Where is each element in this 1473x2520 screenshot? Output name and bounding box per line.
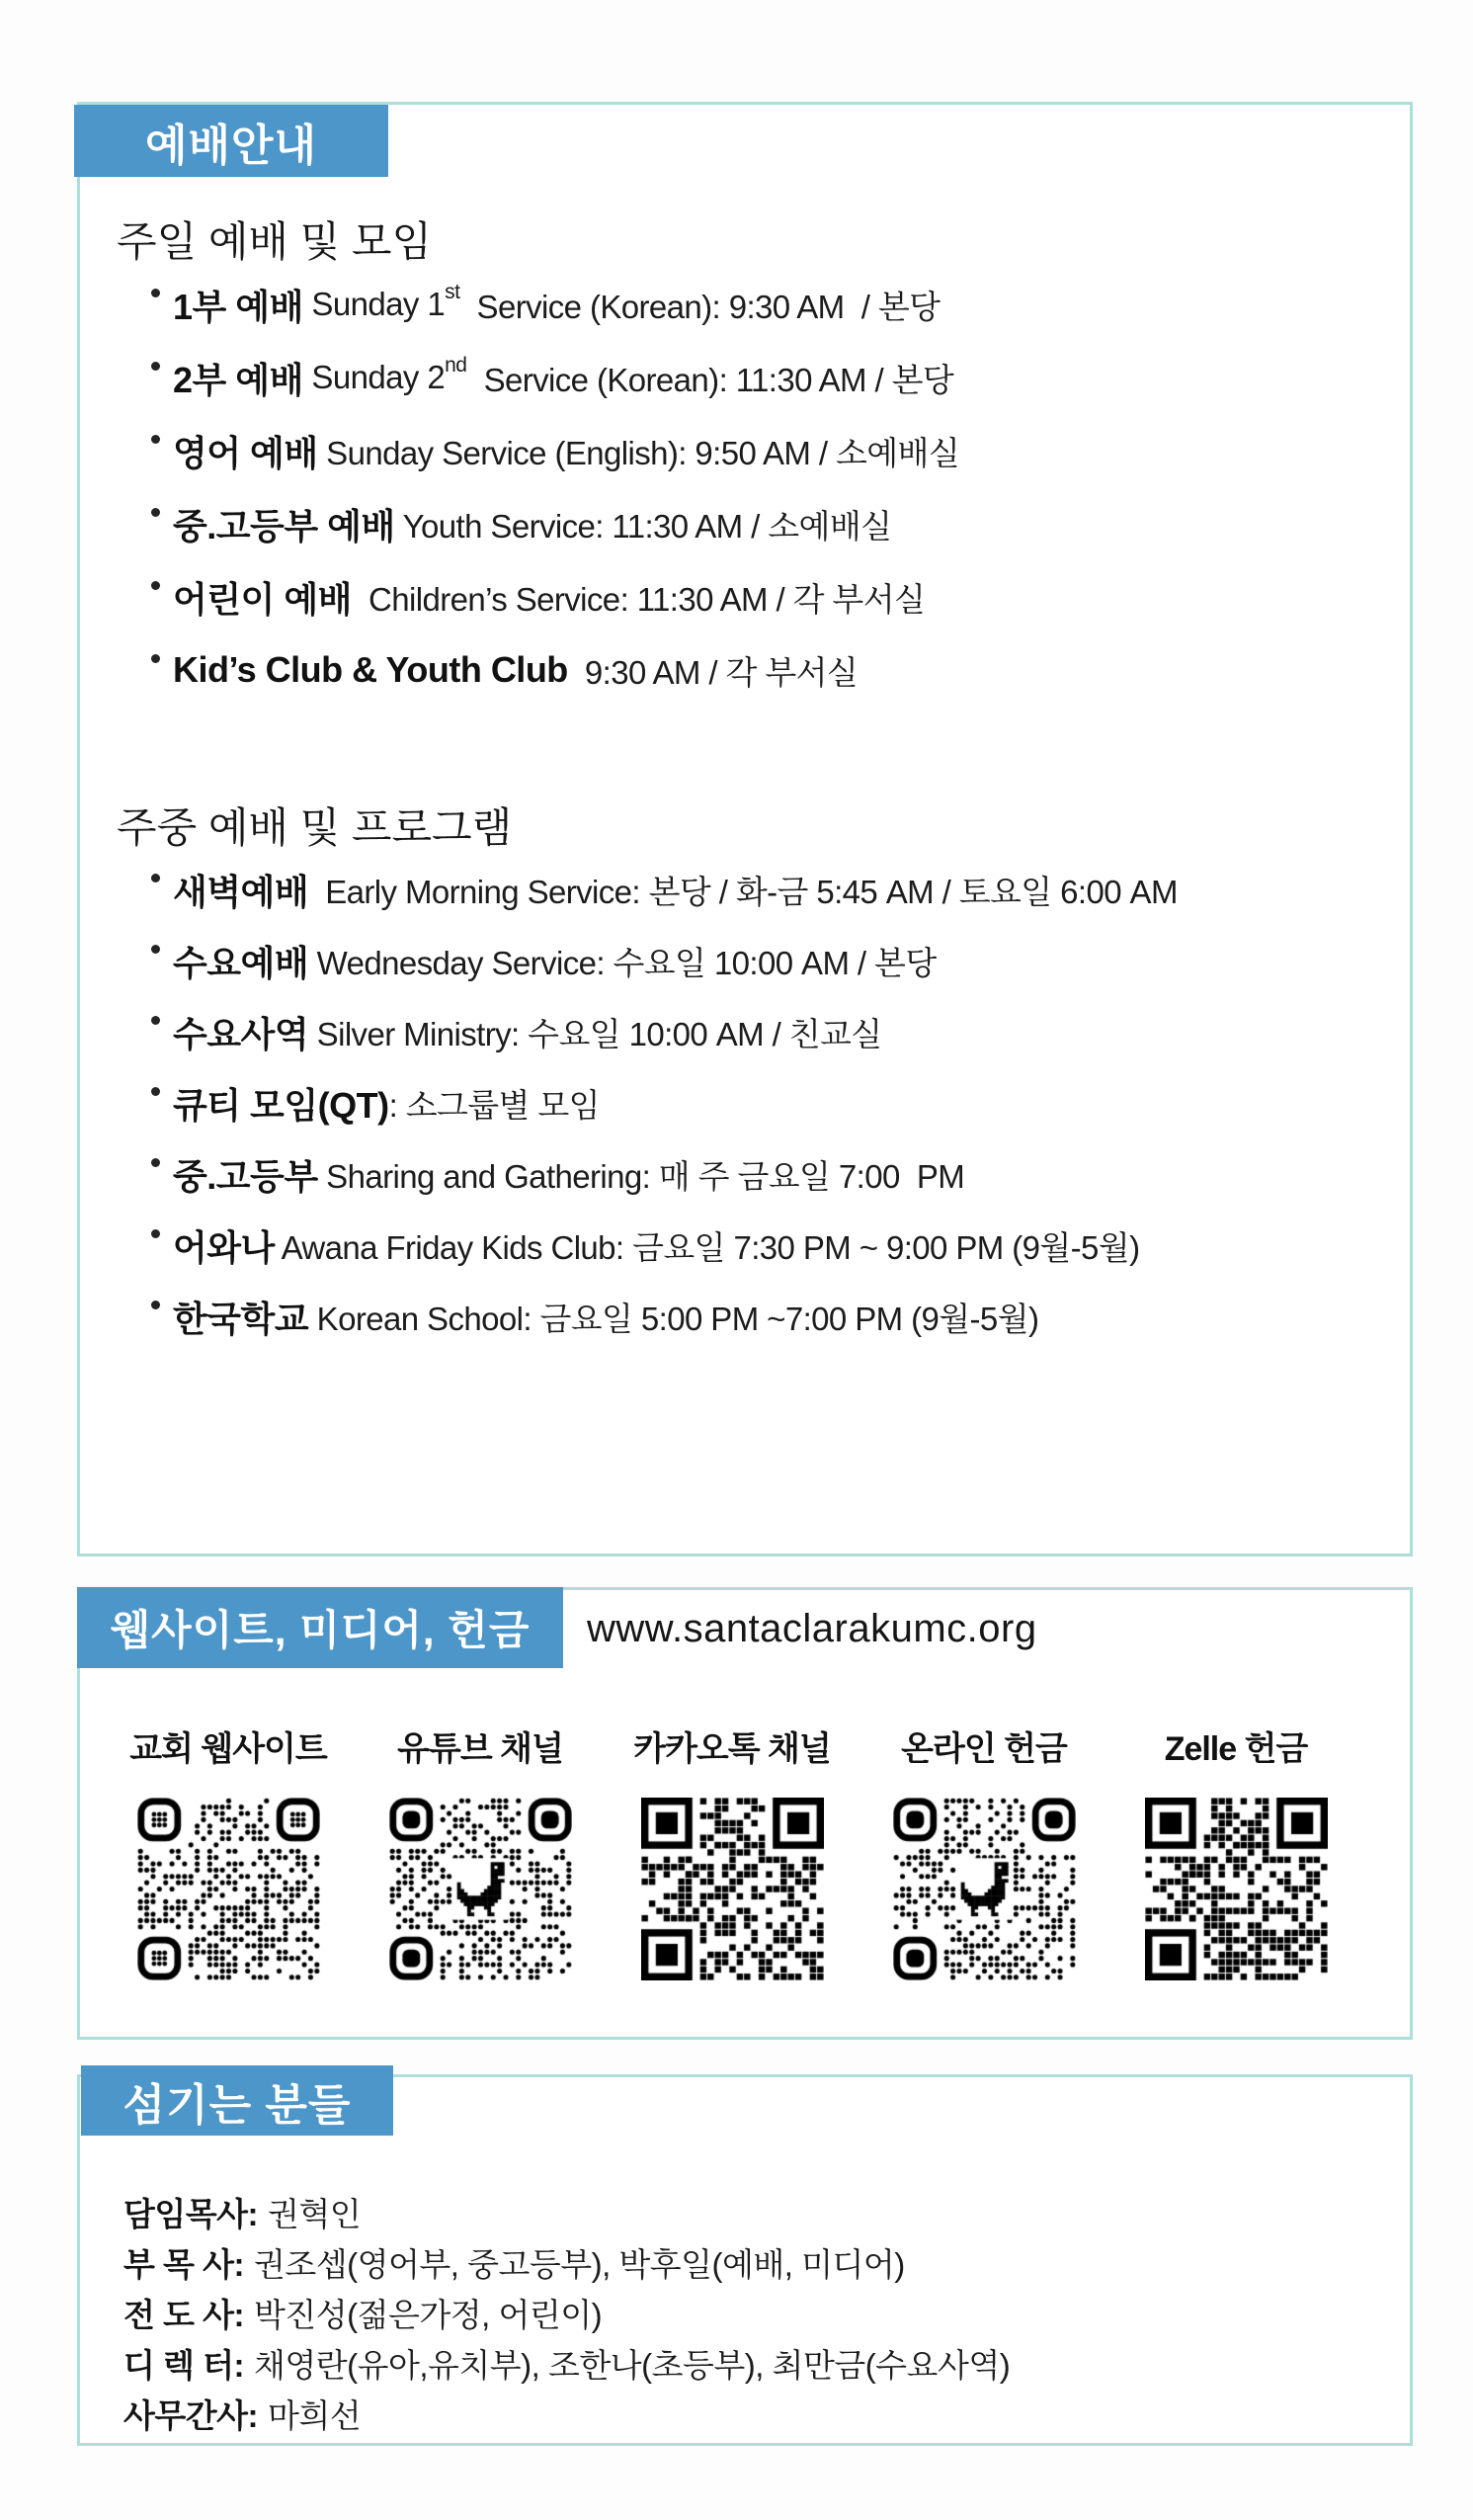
bullet-dot-icon xyxy=(151,362,160,371)
bullet-dot-icon xyxy=(151,1158,160,1167)
staff-names: 마희선 xyxy=(268,2397,362,2434)
qr-card-zelle-offering xyxy=(1131,1726,1341,1980)
staff-role: 디 렉 터: xyxy=(123,2347,244,2384)
staff-names: 채영란(유아,유치부), 조한나(초등부), 최만금(수요사역) xyxy=(253,2347,1011,2384)
list-item: 중.고등부 예배 Youth Service: 11:30 AM / 소예배실 xyxy=(80,487,1410,560)
staff-role: 담임목사: xyxy=(123,2196,259,2232)
bullet-dot-icon xyxy=(151,654,160,663)
staff-list xyxy=(123,2189,1010,2441)
bullet-dot-icon xyxy=(151,508,160,517)
qr-code-zelle-offering[interactable] xyxy=(1145,1798,1328,1980)
staff-names: 박진성(젊은가정, 어린이) xyxy=(253,2297,603,2333)
staff-line xyxy=(123,2239,1010,2290)
qr-code-youtube-channel[interactable] xyxy=(389,1798,572,1980)
qr-label: 카카오톡 채널 xyxy=(633,1730,831,1768)
qr-card-kakaotalk-channel xyxy=(627,1726,837,1980)
bullet-dot-icon xyxy=(151,945,160,954)
staff-line xyxy=(123,2391,1010,2441)
list-item: 1부 예배 Sunday 1 $^{st}$ Service (Korean): 9:30 AM / 본당 xyxy=(80,268,1410,341)
bullet-dot-icon xyxy=(151,1016,160,1025)
staff-line xyxy=(123,2340,1010,2391)
staff-header xyxy=(81,2065,393,2136)
weekday-service-list xyxy=(80,854,1410,1352)
qr-label: Zelle 헌금 xyxy=(1164,1730,1308,1768)
weekday-group-title: 주중 예배 및 프로그램 xyxy=(117,804,513,851)
list-item: 수요사역 Silver Ministry: 수요일 10:00 AM / 친교실 xyxy=(80,996,1410,1067)
qr-label: 교회 웹사이트 xyxy=(129,1730,327,1768)
qr-label: 유튜브 채널 xyxy=(397,1730,563,1768)
list-item: 큐티 모임(QT) : 소그룹별 모임 xyxy=(80,1067,1410,1138)
qr-code-online-offering[interactable] xyxy=(893,1798,1076,1980)
qr-code-church-website[interactable] xyxy=(137,1798,320,1980)
bullet-dot-icon xyxy=(151,1301,160,1309)
sunday-group-title: 주일 예배 및 모임 xyxy=(117,218,433,265)
staff-names: 권조셉(영어부, 중고등부), 박후일(예배, 미디어) xyxy=(253,2246,905,2283)
list-item: 한국학교 Korean School: 금요일 5:00 PM ~7:00 PM (9월-5월) xyxy=(80,1281,1410,1352)
qr-card-church-website xyxy=(123,1726,333,1980)
list-item: 2부 예배 Sunday 2 $^{nd}$ Service (Korean): 11:30 AM / 본당 xyxy=(80,341,1410,414)
bullet-dot-icon xyxy=(151,581,160,590)
list-item: 어와나 Awana Friday Kids Club: 금요일 7:30 PM ~ 9:00 PM (9월-5월) xyxy=(80,1210,1410,1281)
staff-names: 권혁인 xyxy=(268,2196,362,2232)
qr-label: 온라인 헌금 xyxy=(901,1730,1067,1768)
list-item: 수요예배 Wednesday Service: 수요일 10:00 AM / 본당 xyxy=(80,925,1410,996)
website-url[interactable]: www.santaclarakumc.org xyxy=(587,1607,1037,1650)
staff-line xyxy=(123,2189,1010,2239)
qr-code-kakaotalk-channel[interactable] xyxy=(641,1798,824,1980)
website-media-section xyxy=(77,1587,1413,2040)
worship-info-header xyxy=(74,105,388,177)
bullet-dot-icon xyxy=(151,289,160,297)
website-media-header xyxy=(77,1587,563,1668)
staff-role: 전 도 사: xyxy=(123,2297,244,2333)
staff-role: 사무간사: xyxy=(123,2397,259,2434)
list-item: 새벽예배 Early Morning Service: 본당 / 화-금 5:45 AM / 토요일 6:00 AM xyxy=(80,854,1410,925)
staff-section xyxy=(77,2074,1413,2446)
staff-line xyxy=(123,2290,1010,2340)
bullet-dot-icon xyxy=(151,1229,160,1238)
list-item: 어린이 예배 Children’s Service: 11:30 AM / 각 부서실 xyxy=(80,560,1410,633)
list-item: 영어 예배 Sunday Service (English): 9:50 AM / 소예배실 xyxy=(80,414,1410,487)
qr-card-youtube-channel xyxy=(375,1726,585,1980)
qr-row xyxy=(123,1726,1341,1980)
bullet-dot-icon xyxy=(151,435,160,444)
website-media-header-label: 웹사이트, 미디어, 헌금 xyxy=(110,1607,531,1653)
worship-info-header-label: 예배안내 xyxy=(144,121,317,170)
bullet-dot-icon xyxy=(151,1087,160,1096)
staff-header-label: 섬기는 분들 xyxy=(123,2080,352,2130)
bullet-dot-icon xyxy=(151,874,160,882)
worship-info-section xyxy=(77,102,1413,1556)
list-item: Kid’s Club & Youth Club 9:30 AM / 각 부서실 xyxy=(80,633,1410,707)
sunday-service-list xyxy=(80,268,1410,707)
list-item: 중.고등부 Sharing and Gathering: 매 주 금요일 7:00 PM xyxy=(80,1138,1410,1210)
qr-card-online-offering xyxy=(879,1726,1089,1980)
staff-role: 부 목 사: xyxy=(123,2246,244,2283)
